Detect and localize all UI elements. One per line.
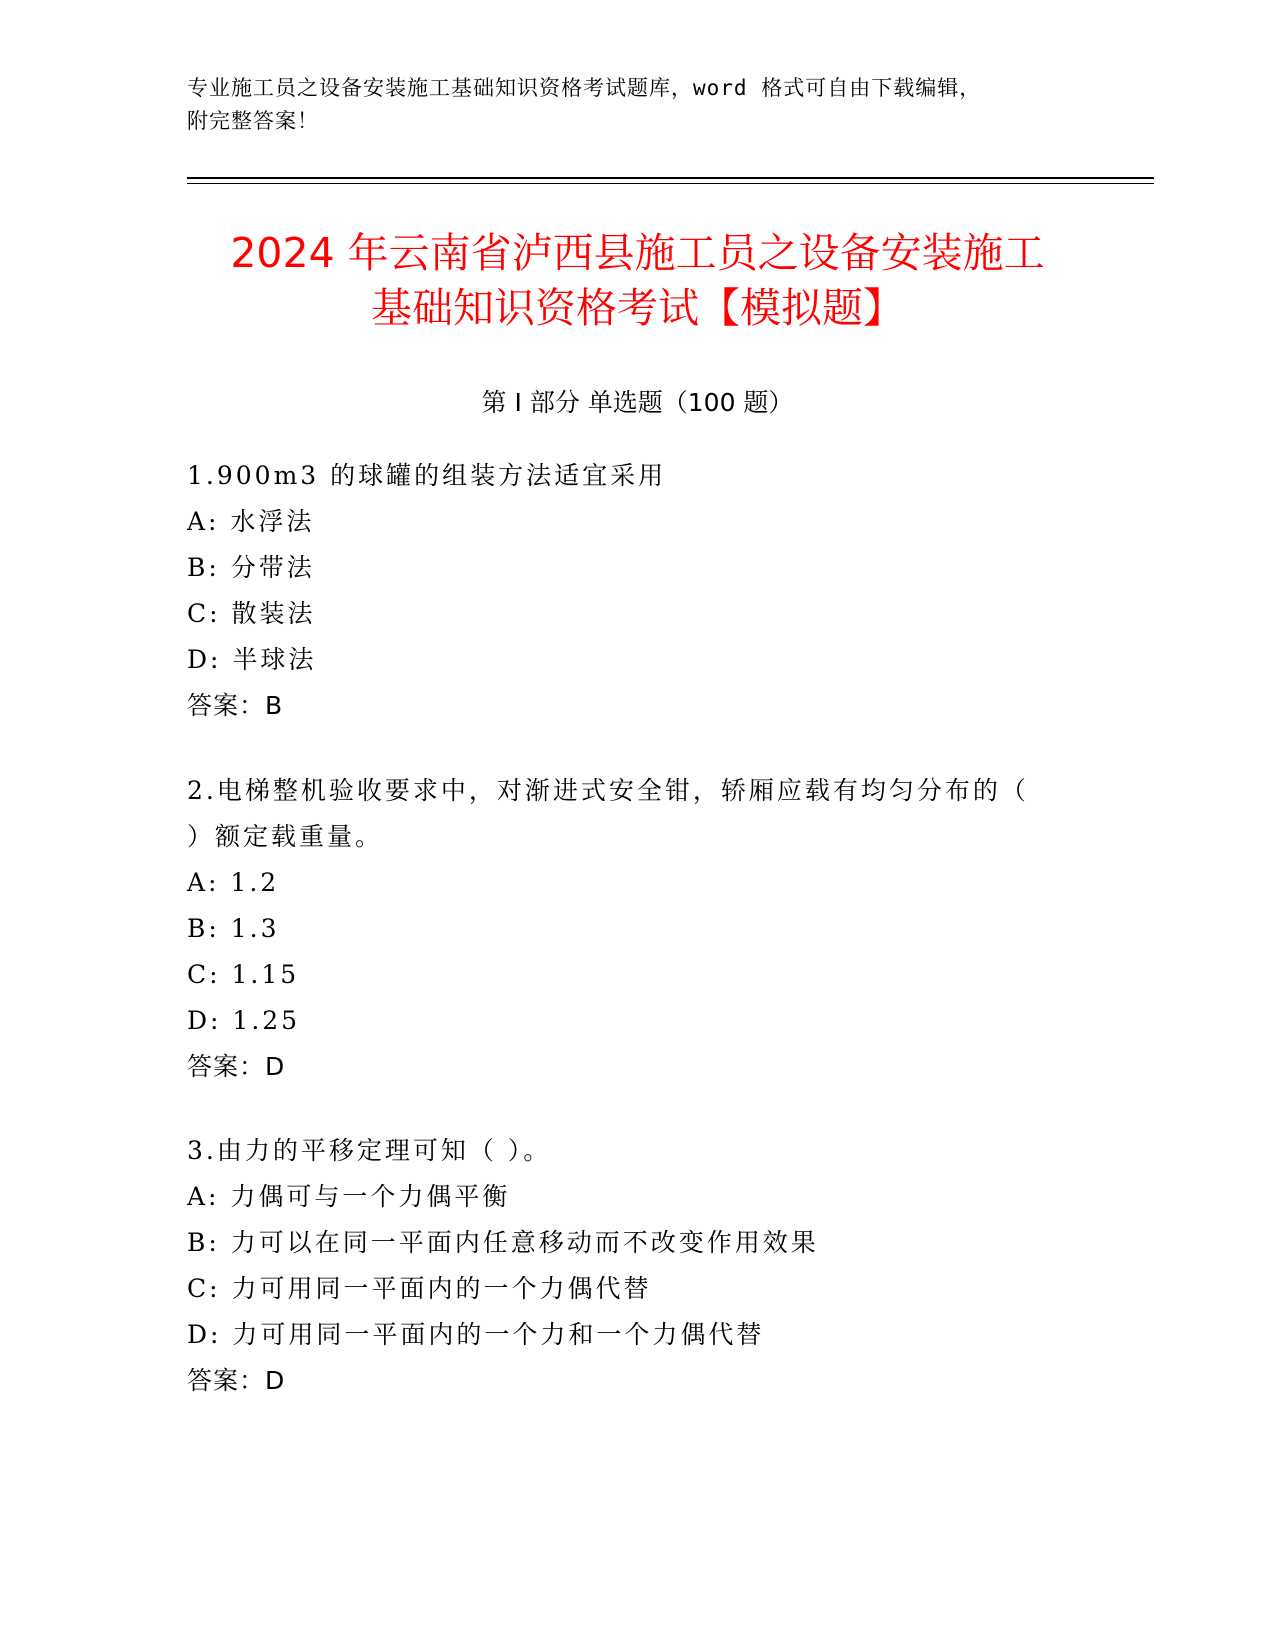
answer-label: 答案：D <box>187 1052 286 1081</box>
question-stem-continued: ）额定载重量。 <box>187 822 384 851</box>
question-3 <box>187 1128 1067 1404</box>
option-d: D: 力可用同一平面内的一个力和一个力偶代替 <box>187 1320 765 1349</box>
document-title-line-1: 2024 年云南省泸西县施工员之设备安装施工 <box>230 229 1045 277</box>
header-note-line-2: 附完整答案！ <box>187 109 319 133</box>
option-d: D: 1.25 <box>187 1006 301 1035</box>
option-b: B: 分带法 <box>187 553 315 582</box>
question-2 <box>187 768 1067 1090</box>
answer-label: 答案：D <box>187 1366 286 1395</box>
section-title: 第 I 部分 单选题（100 题） <box>481 388 794 417</box>
header-divider-thick <box>187 177 1154 179</box>
header-note <box>187 72 1087 138</box>
option-b: B: 力可以在同一平面内任意移动而不改变作用效果 <box>187 1228 819 1257</box>
header-divider-thin <box>187 183 1154 184</box>
option-c: C: 散装法 <box>187 599 316 628</box>
question-stem: 1.900m3 的球罐的组装方法适宜采用 <box>187 461 667 490</box>
document-title <box>130 226 1145 336</box>
question-stem: 3.由力的平移定理可知（ ）。 <box>187 1136 552 1165</box>
option-b: B: 1.3 <box>187 914 280 943</box>
option-a: A: 力偶可与一个力偶平衡 <box>187 1182 511 1211</box>
question-1 <box>187 453 1067 729</box>
option-a: A: 1.2 <box>187 868 280 897</box>
option-c: C: 1.15 <box>187 960 300 989</box>
header-note-line-1: 专业施工员之设备安装施工基础知识资格考试题库，word 格式可自由下载编辑， <box>187 76 982 100</box>
answer-label: 答案：B <box>187 691 284 720</box>
option-d: D: 半球法 <box>187 645 317 674</box>
option-a: A: 水浮法 <box>187 507 315 536</box>
question-stem: 2.电梯整机验收要求中，对渐进式安全钳，轿厢应载有均匀分布的（ <box>187 776 1029 805</box>
option-c: C: 力可用同一平面内的一个力偶代替 <box>187 1274 652 1303</box>
document-title-line-2: 基础知识资格考试【模拟题】 <box>371 284 904 332</box>
